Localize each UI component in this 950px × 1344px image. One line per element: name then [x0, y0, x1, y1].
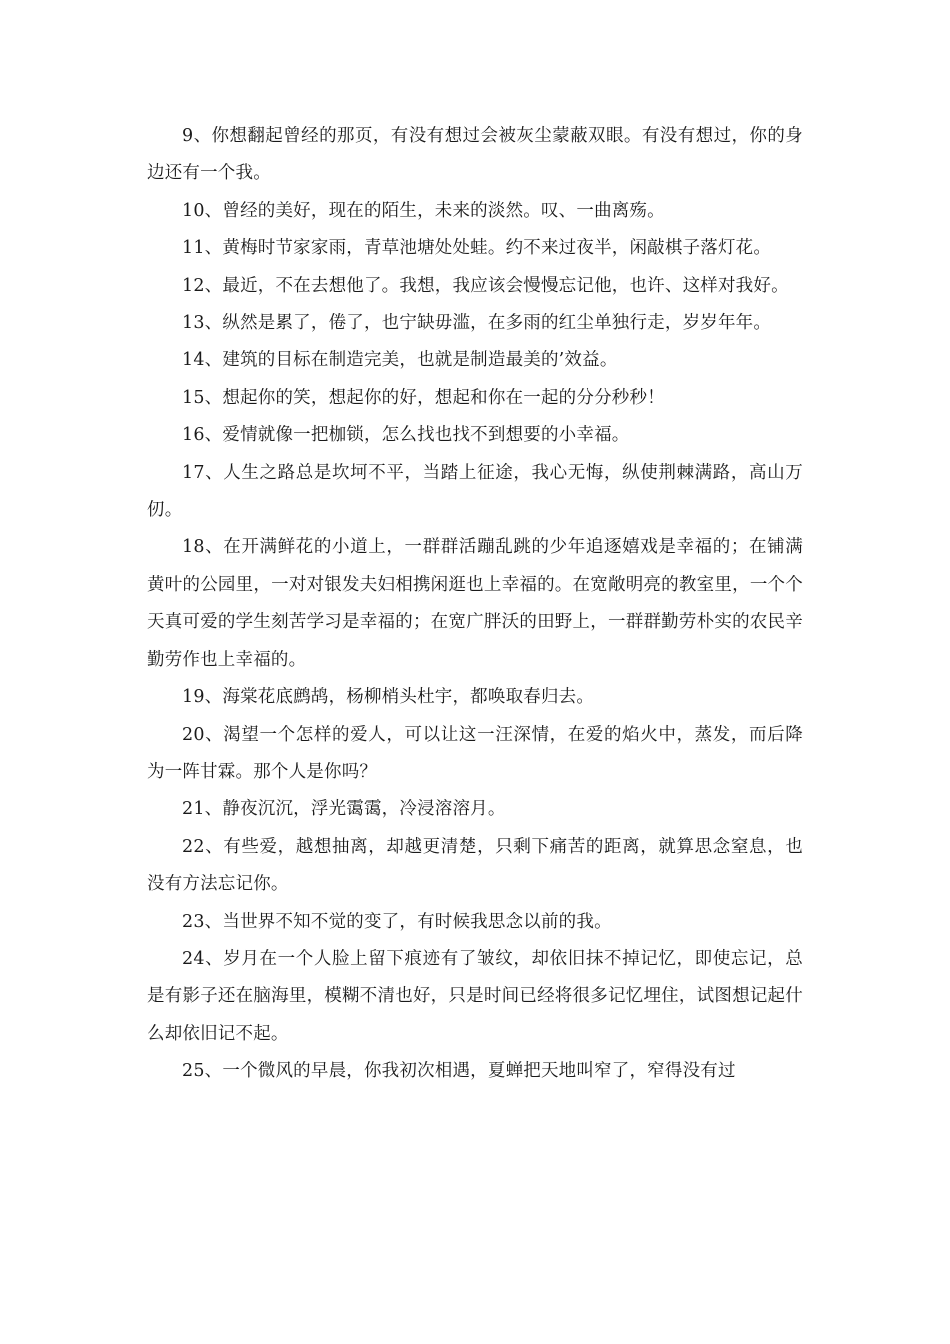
paragraph-10: 10、曾经的美好，现在的陌生，未来的淡然。叹、一曲离殇。 — [182, 200, 665, 221]
paragraph-25: 25、一个微风的早晨，你我初次相遇，夏蝉把天地叫窄了，窄得没有过 — [182, 1061, 736, 1082]
paragraph-23: 23、当世界不知不觉的变了，有时候我思念以前的我。 — [182, 911, 612, 932]
paragraph-18: 18、在开满鲜花的小道上，一群群活蹦乱跳的少年追逐嬉戏是幸福的；在铺满黄叶的公园里，一对对银发夫妇相携闲逛也上幸福的。在宽敞明亮的教室里，一个个天真可爱的学生刻苦学习是幸福的；在宽广胖沃的田野上，一群群勤劳朴实的农民辛勤劳作也上幸福的。 — [147, 537, 803, 670]
paragraph-13: 13、纵然是累了，倦了，也宁缺毋滥，在多雨的红尘单独行走，岁岁年年。 — [182, 313, 772, 334]
paragraph-14: 14、建筑的目标在制造完美，也就是制造最美的’效益。 — [182, 350, 618, 371]
paragraph-12: 12、最近，不在去想他了。我想，我应该会慢慢忘记他，也许、这样对我好。 — [182, 275, 789, 296]
paragraph-17: 17、人生之路总是坎坷不平，当踏上征途，我心无悔，纵使荆棘满路，高山万仞。 — [147, 462, 803, 521]
paragraph-22: 22、有些爱，越想抽离，却越更清楚，只剩下痛苦的距离，就算思念窒息，也没有方法忘记你。 — [147, 836, 803, 895]
paragraph-9: 9、你想翻起曾经的那页，有没有想过会被灰尘蒙蔽双眼。有没有想过，你的身边还有一个我。 — [147, 126, 803, 184]
paragraph-20: 20、渴望一个怎样的爱人，可以让这一汪深情，在爱的焰火中，蒸发，而后降为一阵甘霖。那个人是你吗？ — [147, 724, 803, 782]
document-body — [147, 118, 803, 1091]
paragraph-24: 24、岁月在一个人脸上留下痕迹有了皱纹，却依旧抹不掉记忆，即使忘记，总是有影子还在脑海里，模糊不清也好，只是时间已经将很多记忆埋住，试图想记起什么却依旧记不起。 — [147, 948, 803, 1044]
paragraph-21: 21、静夜沉沉，浮光霭霭，冷浸溶溶月。 — [182, 799, 506, 820]
paragraph-15: 15、想起你的笑，想起你的好，想起和你在一起的分分秒秒！ — [182, 387, 665, 408]
paragraph-19: 19、海棠花底鹧鸪，杨柳梢头杜宇，都唤取春归去。 — [182, 687, 595, 708]
paragraph-11: 11、黄梅时节家家雨，青草池塘处处蛙。约不来过夜半，闲敲棋子落灯花。 — [182, 238, 772, 259]
paragraph-16: 16、爱情就像一把枷锁，怎么找也找不到想要的小幸福。 — [182, 425, 630, 446]
